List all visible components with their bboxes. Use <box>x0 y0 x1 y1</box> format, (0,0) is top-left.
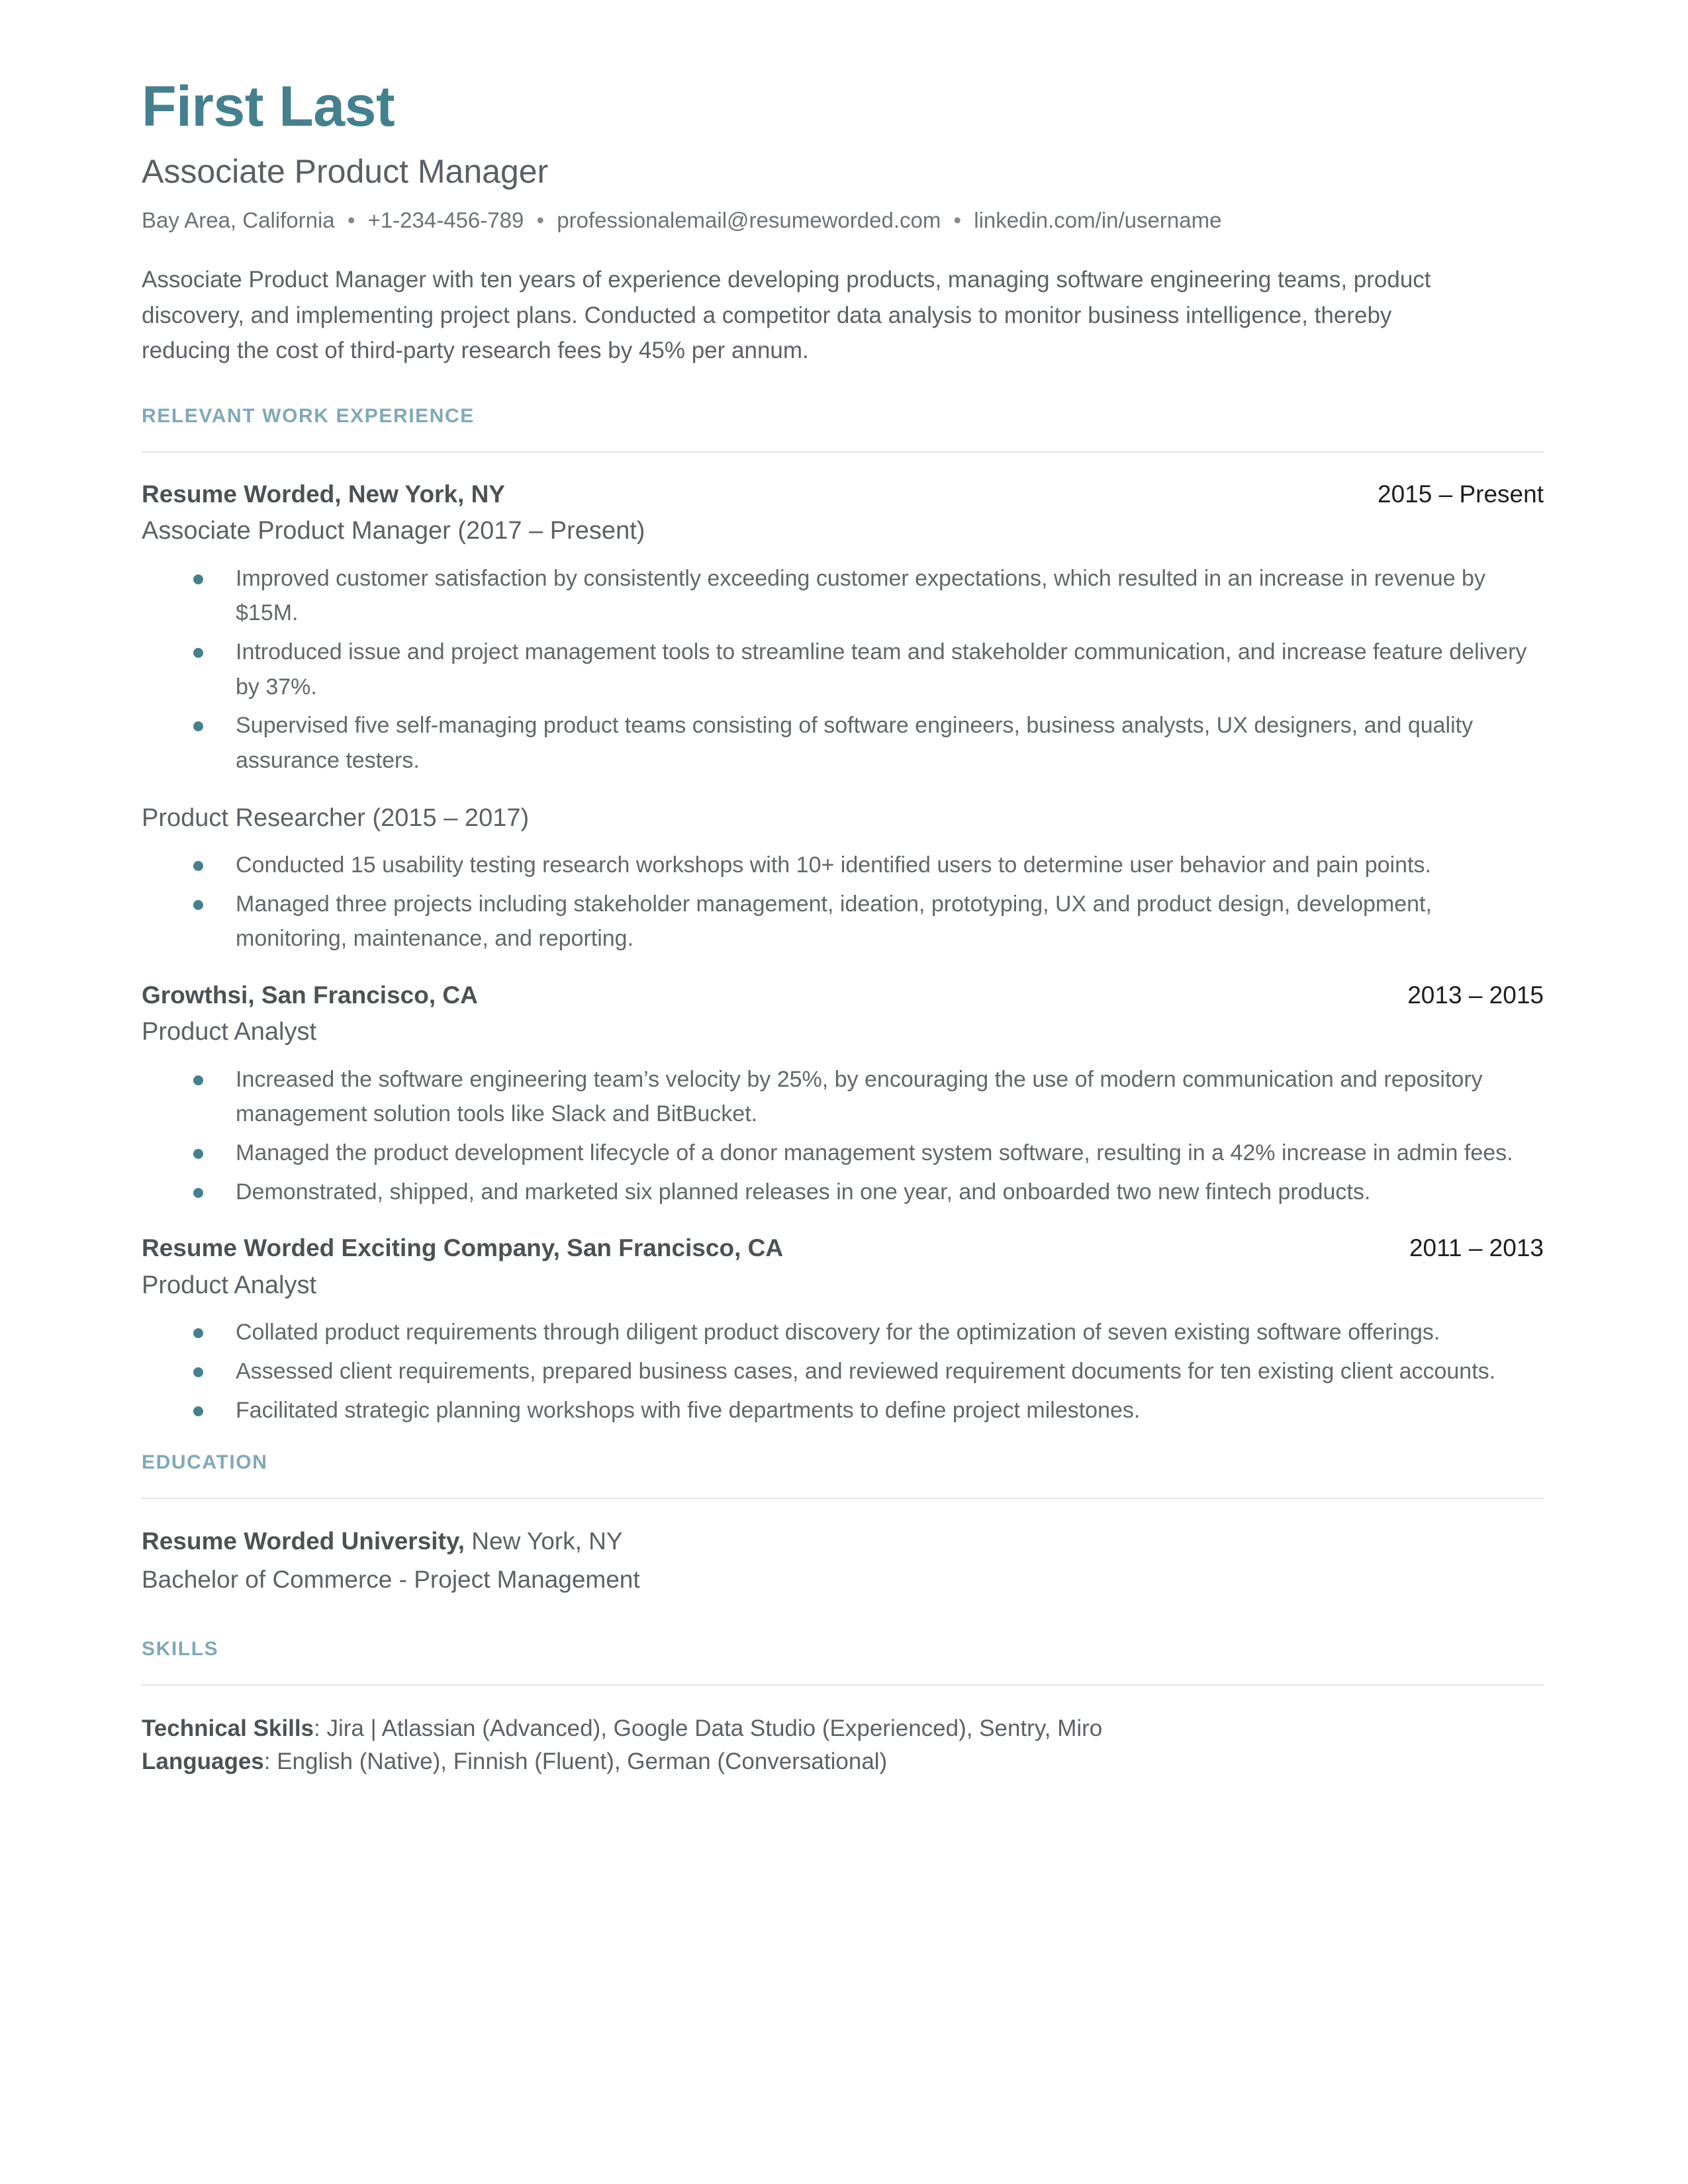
skill-value: : Jira | Atlassian (Advanced), Google Data Studio (Experienced), Sentry, Miro <box>314 1715 1103 1742</box>
experience-entry-header <box>142 479 1544 510</box>
contact-location: Bay Area, California <box>142 207 335 232</box>
job-bullet: Demonstrated, shipped, and marketed six planned releases in one year, and onboarded two new fintech products. <box>193 1175 1544 1210</box>
job-bullet: Conducted 15 usability testing research workshops with 10+ identified users to determine user behavior and pain points. <box>193 848 1544 883</box>
section-heading-education: EDUCATION <box>142 1451 268 1474</box>
contact-email[interactable]: professionalemail@resumeworded.com <box>557 207 941 232</box>
skill-value: : English (Native), Finnish (Fluent), German (Conversational) <box>263 1749 888 1775</box>
education-entry <box>142 1525 1544 1596</box>
job-bullet: Collated product requirements through diligent product discovery for the optimization of seven existing software offerings. <box>193 1315 1544 1350</box>
experience-entry-header <box>142 980 1544 1011</box>
job-bullet: Introduced issue and project management tools to streamline team and stakeholder communication, and increase feature delivery by 37%. <box>193 635 1544 704</box>
job-title: Product Analyst <box>142 1271 317 1299</box>
skill-label: Languages <box>142 1749 264 1775</box>
education-degree: Bachelor of Commerce - Project Management <box>142 1566 640 1594</box>
job-bullet-list <box>142 1315 1544 1428</box>
contact-separator-3: • <box>953 207 962 232</box>
professional-summary: Associate Product Manager with ten years of experience developing products, managing software engineering teams, product discovery, and implementing project plans. Conducted a competitor data analysis to monitor business intelligence, thereby reducing the cost of third-party research fees by 45% per annum. <box>142 267 1431 363</box>
employment-dates: 2015 – Present <box>1378 480 1544 508</box>
job-bullet: Managed the product development lifecycle of a donor management system software, resulting in a 42% increase in admin fees. <box>193 1136 1544 1171</box>
section-divider-education <box>142 1498 1544 1499</box>
education-school-location: New York, NY <box>465 1527 623 1555</box>
job-title: Product Analyst <box>142 1018 317 1046</box>
skill-label: Technical Skills <box>142 1715 314 1742</box>
job-bullet: Increased the software engineering team’s velocity by 25%, by encouraging the use of modern communication and repository management solution tools like Slack and BitBucket. <box>193 1062 1544 1132</box>
contact-linkedin[interactable]: linkedin.com/in/username <box>974 207 1222 232</box>
job-bullet-list <box>142 561 1544 778</box>
job-bullet: Supervised five self-managing product teams consisting of software engineers, business analysts, UX designers, and quality assurance testers. <box>193 708 1544 778</box>
candidate-name: First Last <box>142 75 395 138</box>
experience-entry <box>142 479 1544 956</box>
employment-dates: 2013 – 2015 <box>1407 981 1544 1009</box>
job-bullet: Improved customer satisfaction by consistently exceeding customer expectations, which resulted in an increase in revenue by $15M. <box>193 561 1544 631</box>
job-title: Associate Product Manager (2017 – Present) <box>142 517 645 545</box>
company-name: Growthsi, San Francisco, CA <box>142 981 478 1009</box>
education-school-line <box>142 1525 1544 1557</box>
company-name: Resume Worded Exciting Company, San Francisco, CA <box>142 1234 784 1262</box>
education-section <box>142 1451 1544 1596</box>
skills-section <box>142 1638 1544 1778</box>
resume-header <box>142 75 1544 368</box>
experience-entry <box>142 980 1544 1209</box>
job-bullet-list <box>142 848 1544 956</box>
job-bullet: Assessed client requirements, prepared business cases, and reviewed requirement documents for ten existing client accounts. <box>193 1354 1544 1389</box>
job-bullet-list <box>142 1062 1544 1210</box>
contact-separator-1: • <box>347 207 355 232</box>
section-divider-skills <box>142 1684 1544 1686</box>
contact-separator-2: • <box>536 207 545 232</box>
experience-entry-header <box>142 1233 1544 1263</box>
experience-section <box>142 405 1544 1428</box>
contact-phone[interactable]: +1-234-456-789 <box>367 207 524 232</box>
skill-row <box>142 1712 1544 1745</box>
education-school-name: Resume Worded University, <box>142 1527 465 1555</box>
contact-line <box>142 207 1544 234</box>
candidate-headline: Associate Product Manager <box>142 152 549 190</box>
section-heading-skills: SKILLS <box>142 1638 219 1661</box>
job-title: Product Researcher (2015 – 2017) <box>142 803 530 832</box>
skill-row <box>142 1745 1544 1778</box>
experience-entry <box>142 1233 1544 1428</box>
section-heading-experience: RELEVANT WORK EXPERIENCE <box>142 404 475 427</box>
company-name: Resume Worded, New York, NY <box>142 480 505 508</box>
job-bullet: Managed three projects including stakeholder management, ideation, prototyping, UX and product design, development, monitoring, maintenance, and reporting. <box>193 887 1544 956</box>
job-bullet: Facilitated strategic planning workshops with five departments to define project milestones. <box>193 1393 1544 1428</box>
section-divider-experience <box>142 451 1544 453</box>
employment-dates: 2011 – 2013 <box>1409 1234 1544 1262</box>
